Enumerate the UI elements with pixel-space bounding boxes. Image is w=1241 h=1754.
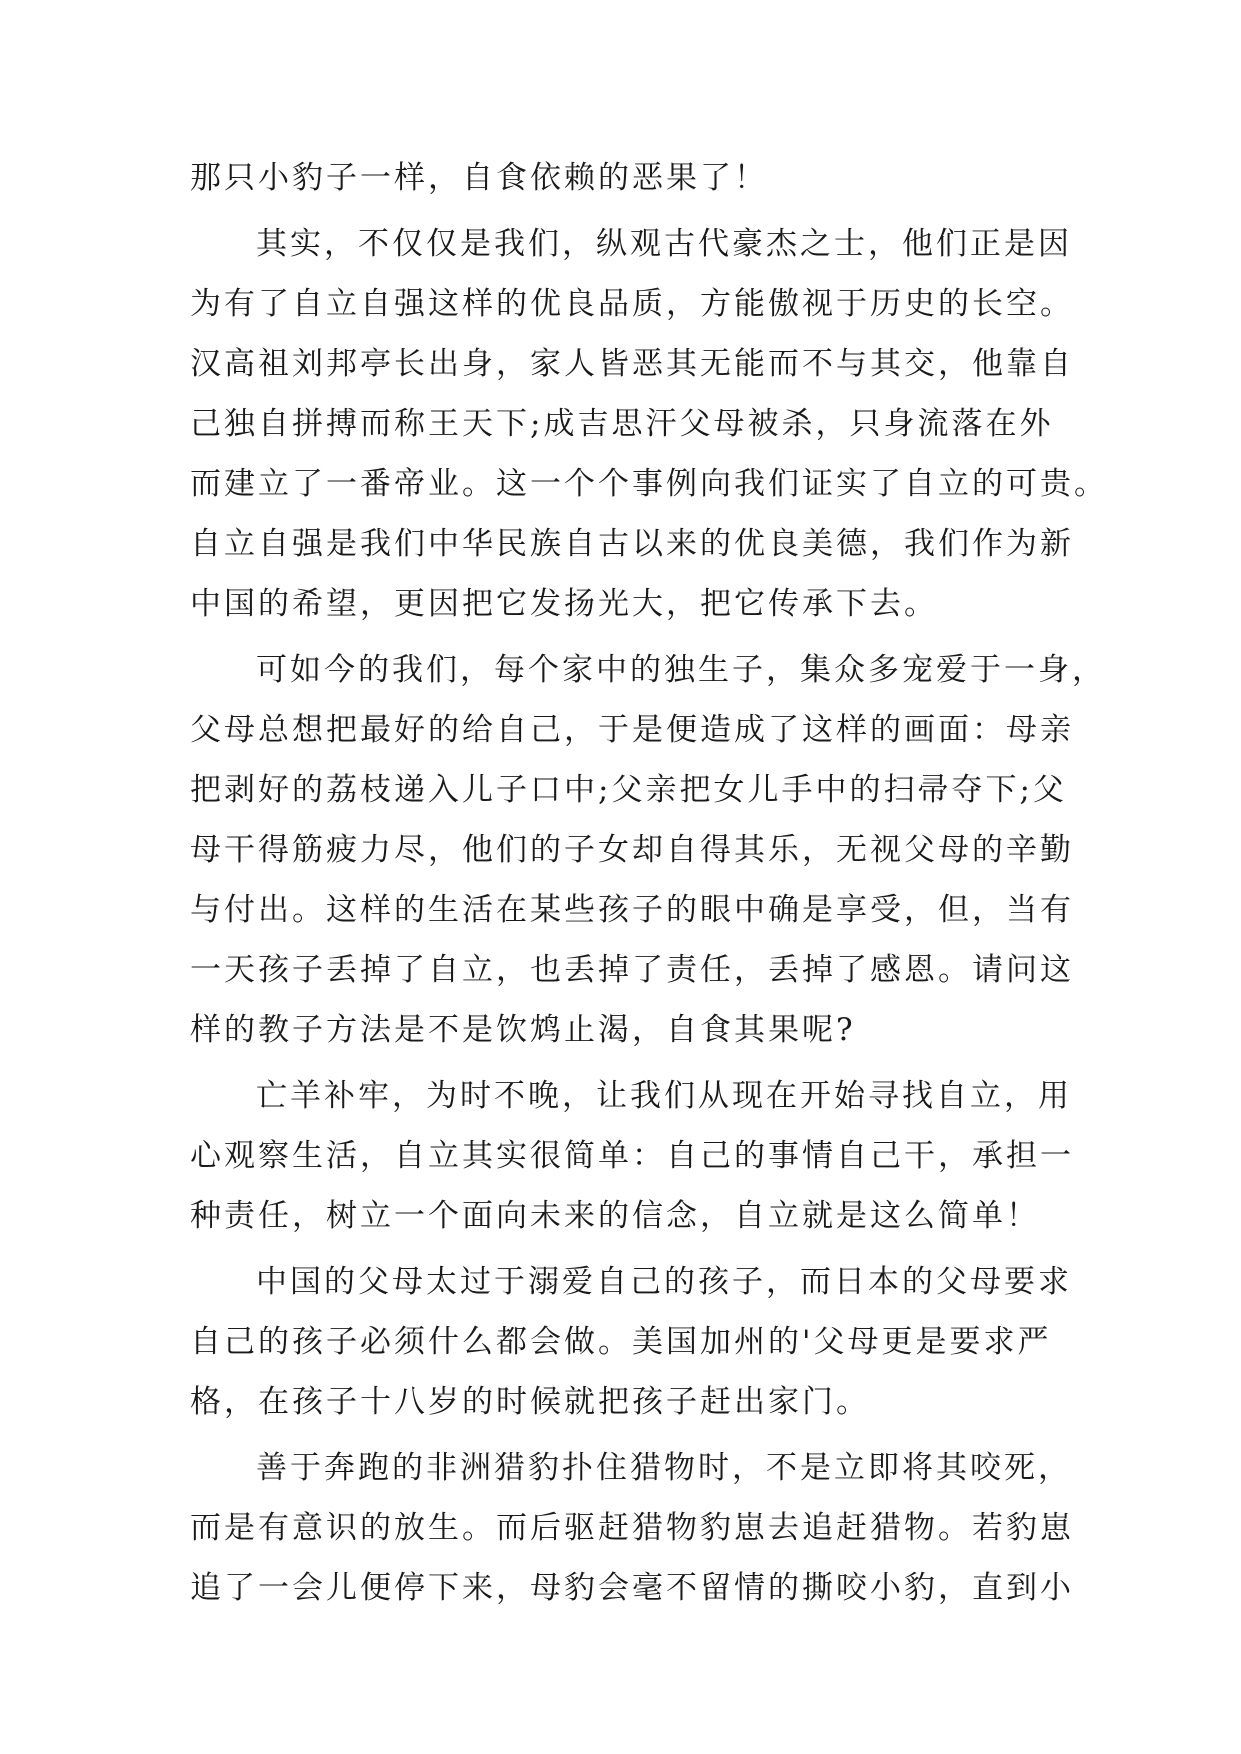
text-line: 种责任，树立一个面向未来的信念，自立就是这么简单！ (190, 1198, 1040, 1234)
text-line: 己独自拼搏而称王天下;成吉思汗父母被杀，只身流落在外 (190, 406, 1054, 442)
text-line: 而建立了一番帝业。这一个个事例向我们证实了自立的可贵。 (190, 466, 1108, 502)
text-line: 追了一会儿便停下来，母豹会毫不留情的撕咬小豹，直到小 (190, 1570, 1074, 1606)
text-line: 自立自强是我们中华民族自古以来的优良美德，我们作为新 (190, 526, 1074, 562)
text-line: 为有了自立自强这样的优良品质，方能傲视于历史的长空。 (190, 286, 1074, 322)
text-line: 那只小豹子一样，自食依赖的恶果了！ (190, 160, 768, 196)
paragraph-first-line: 亡羊补牢，为时不晚，让我们从现在开始寻找自立，用 (256, 1078, 1072, 1114)
text-line: 中国的希望，更因把它发扬光大，把它传承下去。 (190, 586, 938, 622)
paragraph-first-line: 可如今的我们，每个家中的独生子，集众多宠爱于一身， (256, 652, 1106, 688)
text-line: 汉高祖刘邦亭长出身，家人皆恶其无能而不与其交，他靠自 (190, 346, 1074, 382)
text-line: 而是有意识的放生。而后驱赶猎物豹崽去追赶猎物。若豹崽 (190, 1510, 1074, 1546)
paragraph-first-line: 中国的父母太过于溺爱自己的孩子，而日本的父母要求 (256, 1264, 1072, 1300)
paragraph-first-line: 善于奔跑的非洲猎豹扑住猎物时，不是立即将其咬死， (256, 1450, 1072, 1486)
text-line: 自己的孩子必须什么都会做。美国加州的'父母更是要求严 (190, 1324, 1052, 1360)
text-line: 样的教子方法是不是饮鸩止渴，自食其果呢? (190, 1012, 856, 1048)
text-line: 格，在孩子十八岁的时候就把孩子赶出家门。 (190, 1384, 870, 1420)
text-line: 父母总想把最好的给自己，于是便造成了这样的画面：母亲 (190, 712, 1074, 748)
document-body (190, 148, 1108, 1618)
text-line: 把剥好的荔枝递入儿子口中;父亲把女儿手中的扫帚夺下;父 (190, 772, 1067, 808)
paragraph-first-line: 其实，不仅仅是我们，纵观古代豪杰之士，他们正是因 (256, 226, 1072, 262)
text-line: 与付出。这样的生活在某些孩子的眼中确是享受，但，当有 (190, 892, 1074, 928)
text-line: 一天孩子丢掉了自立，也丢掉了责任，丢掉了感恩。请问这 (190, 952, 1074, 988)
text-line: 母干得筋疲力尽，他们的子女却自得其乐，无视父母的辛勤 (190, 832, 1074, 868)
text-line: 心观察生活，自立其实很简单：自己的事情自己干，承担一 (190, 1138, 1074, 1174)
